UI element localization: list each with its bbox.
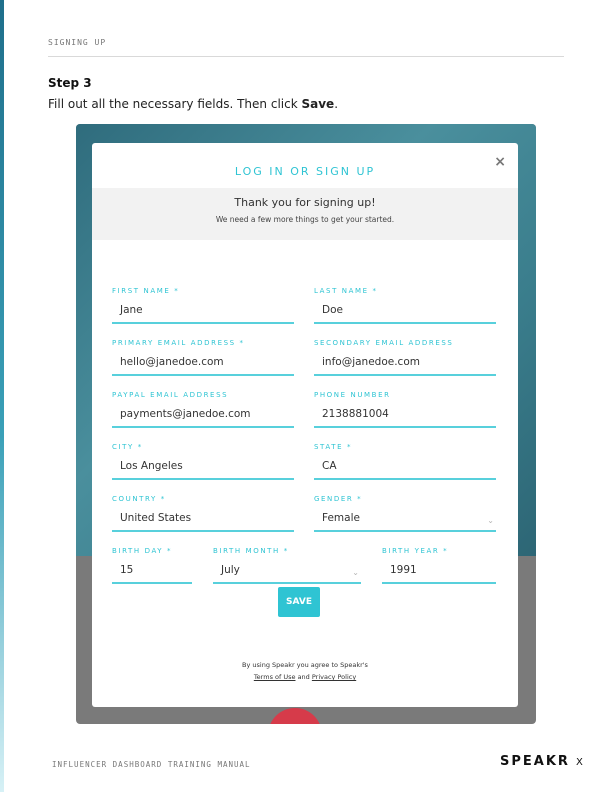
primary-email-label: PRIMARY EMAIL ADDRESS *	[112, 339, 245, 347]
paypal-email-field	[112, 391, 294, 428]
phone-field	[314, 391, 496, 428]
save-button[interactable]: SAVE	[278, 587, 320, 617]
birth-day-field	[112, 547, 192, 584]
country-input[interactable]: United States	[112, 510, 294, 532]
last-name-field	[314, 287, 496, 324]
birth-month-field	[213, 547, 361, 584]
secondary-email-label: SECONDARY EMAIL ADDRESS	[314, 339, 454, 347]
last-name-input[interactable]: Doe	[314, 302, 496, 324]
first-name-input[interactable]: Jane	[112, 302, 294, 324]
last-name-label: LAST NAME *	[314, 287, 378, 295]
birth-day-input[interactable]: 15	[112, 562, 192, 584]
gender-select[interactable]	[314, 510, 496, 532]
state-label: STATE *	[314, 443, 353, 451]
terms-link[interactable]: Terms of Use	[253, 673, 296, 681]
instruction-text	[48, 97, 338, 111]
legal-text: By using Speakr you agree to Speakr's	[242, 661, 368, 669]
legal-links	[92, 671, 518, 683]
privacy-link[interactable]: Privacy Policy	[311, 673, 357, 681]
city-input[interactable]: Los Angeles	[112, 458, 294, 480]
page-number: X	[576, 757, 583, 768]
paypal-email-input[interactable]: payments@janedoe.com	[112, 406, 294, 428]
phone-label: PHONE NUMBER	[314, 391, 391, 399]
primary-email-field	[112, 339, 294, 376]
thanks-title: Thank you for signing up!	[234, 196, 376, 209]
state-field	[314, 443, 496, 480]
first-name-field	[112, 287, 294, 324]
secondary-email-input[interactable]: info@janedoe.com	[314, 354, 496, 376]
birth-year-label: BIRTH YEAR *	[382, 547, 449, 555]
thanks-banner	[92, 188, 518, 240]
legal-notice	[92, 659, 518, 683]
first-name-label: FIRST NAME *	[112, 287, 180, 295]
signup-screenshot	[76, 124, 536, 724]
birth-year-input[interactable]: 1991	[382, 562, 496, 584]
signup-modal	[92, 143, 518, 707]
modal-title: LOG IN OR SIGN UP	[234, 165, 376, 178]
paypal-email-label: PAYPAL EMAIL ADDRESS	[112, 391, 229, 399]
birth-month-label: BIRTH MONTH *	[213, 547, 289, 555]
footer-manual-title: INFLUENCER DASHBOARD TRAINING MANUAL	[52, 760, 251, 769]
header-divider	[48, 56, 564, 57]
instruction-suffix: .	[334, 97, 339, 111]
birth-day-label: BIRTH DAY *	[112, 547, 173, 555]
city-field	[112, 443, 294, 480]
country-label: COUNTRY *	[112, 495, 166, 503]
city-label: CITY *	[112, 443, 143, 451]
gender-field	[314, 495, 496, 532]
chevron-down-icon: ⌄	[352, 568, 359, 577]
step-title: Step 3	[48, 76, 92, 90]
state-input[interactable]: CA	[314, 458, 496, 480]
birth-year-field	[382, 547, 496, 584]
primary-email-input[interactable]: hello@janedoe.com	[112, 354, 294, 376]
secondary-email-field	[314, 339, 496, 376]
gender-value: Female	[322, 512, 360, 524]
legal-and: and	[295, 673, 312, 681]
instruction-prefix: Fill out all the necessary fields. Then click	[48, 97, 302, 111]
instruction-bold: Save	[301, 97, 335, 111]
brand-logo: SPEAKR	[500, 754, 570, 769]
close-icon[interactable]: ×	[494, 154, 506, 170]
page-edge-bar	[0, 0, 4, 792]
chat-bubble-button[interactable]	[268, 708, 322, 724]
section-header: SIGNING UP	[48, 38, 107, 47]
birth-month-select[interactable]	[213, 562, 361, 584]
phone-input[interactable]: 2138881004	[314, 406, 496, 428]
thanks-subtitle: We need a few more things to get your started.	[215, 215, 395, 224]
country-field	[112, 495, 294, 532]
birth-month-value: July	[221, 564, 240, 576]
gender-label: GENDER *	[314, 495, 363, 503]
chevron-down-icon: ⌄	[487, 516, 494, 525]
